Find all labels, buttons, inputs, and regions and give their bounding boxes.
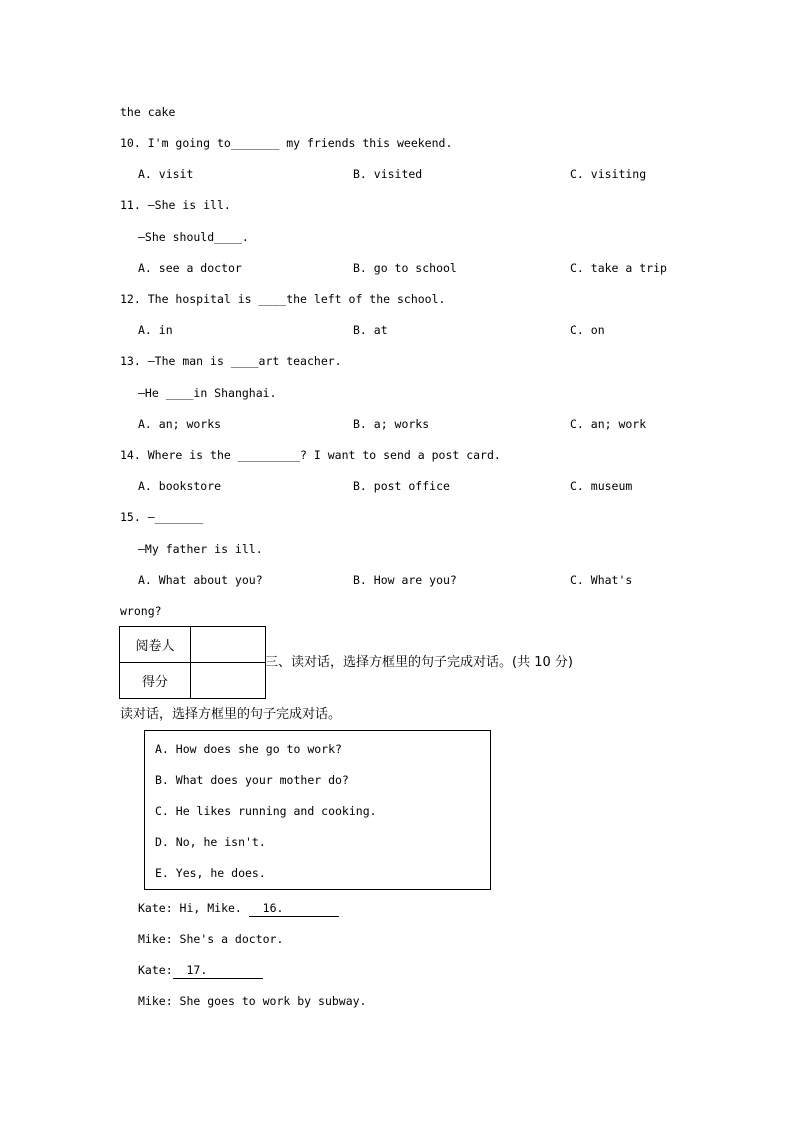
question-number: 15. [120, 510, 141, 524]
section-title: 三、读对话，选择方框里的句子完成对话。(共 10 分) [265, 655, 573, 670]
dialogue-line-pre: —She should [138, 230, 215, 244]
option-c: C. What's [570, 573, 633, 587]
question-text-post: ? I want to send a post card. [300, 448, 501, 462]
option-b: B. at [353, 323, 388, 337]
dialogue-line-post: art teacher. [258, 354, 342, 368]
speaker: Kate: [138, 901, 180, 915]
option-c: C. an; work [570, 417, 647, 431]
option-c: C. on [570, 323, 605, 337]
blank-number: 17. [186, 963, 208, 977]
question-11-line2 [138, 229, 249, 245]
speaker: Kate: [138, 963, 173, 977]
dialogue-line-3 [138, 962, 263, 979]
option-b: B. visited [353, 167, 423, 181]
question-14 [120, 447, 501, 463]
answer-blank-17 [173, 962, 263, 979]
blank-tail: ________ [207, 963, 263, 977]
question-number: 14. [120, 448, 141, 462]
option-b: B. How are you? [353, 573, 457, 587]
choice-a: A. How does she go to work? [155, 742, 342, 756]
option-a: A. visit [138, 167, 194, 181]
answer-blank: ____ [230, 354, 259, 368]
question-text-pre: The hospital is [147, 292, 259, 306]
option-a: A. bookstore [138, 479, 222, 493]
question-number: 12. [120, 292, 141, 306]
option-a: A. see a doctor [138, 261, 242, 275]
dialogue-line-4 [138, 993, 366, 1009]
option-c: C. take a trip [570, 261, 667, 275]
reviewer-label: 阅卷人 [120, 627, 191, 663]
score-cell [191, 663, 266, 699]
question-number: 13. [120, 354, 141, 368]
speaker: Mike: [138, 994, 180, 1008]
option-b: B. post office [353, 479, 450, 493]
dialogue-line-pre: —The man is [147, 354, 231, 368]
reviewer-cell [191, 627, 266, 663]
score-table [119, 626, 266, 699]
dialogue-line-2 [138, 931, 283, 947]
choice-c: C. He likes running and cooking. [155, 804, 377, 818]
dialogue-text: Hi, Mike. [179, 901, 249, 915]
dialogue-line-pre: —He [138, 386, 166, 400]
question-number: 10. [120, 136, 141, 150]
score-label: 得分 [120, 663, 191, 699]
question-text-post: my friends this weekend. [279, 136, 453, 150]
option-a: A. What about you? [138, 573, 263, 587]
question-text-post: the left of the school. [286, 292, 446, 306]
dialogue-text: She's a doctor. [179, 932, 284, 946]
option-c: C. visiting [570, 167, 647, 181]
answer-blank: _________ [237, 448, 301, 462]
question-15 [120, 509, 203, 525]
question-11 [120, 197, 231, 213]
dialogue-line-1 [138, 900, 339, 917]
answer-blank: ____ [258, 292, 287, 306]
choice-d: D. No, he isn't. [155, 835, 266, 849]
answer-blank: _______ [230, 136, 280, 150]
dialogue-line-pre: — [147, 510, 155, 524]
question-number: 11. [120, 198, 141, 212]
answer-blank: _______ [154, 510, 204, 524]
option-c: C. museum [570, 479, 633, 493]
question-13-line2 [138, 385, 277, 401]
option-a: A. in [138, 323, 173, 337]
dialogue-line-post: . [241, 230, 249, 244]
dialogue-line-post: in Shanghai. [193, 386, 277, 400]
answer-blank: ____ [165, 386, 194, 400]
question-13 [120, 353, 342, 369]
question-text-pre: I'm going to [147, 136, 231, 150]
question-10 [120, 135, 452, 151]
dialogue-line: —She is ill. [147, 198, 231, 212]
answer-blank: ____ [214, 230, 242, 244]
question-12 [120, 291, 445, 307]
choice-b: B. What does your mother do? [155, 773, 349, 787]
option-b: B. a; works [353, 417, 430, 431]
question-text-pre: Where is the [147, 448, 238, 462]
option-a: A. an; works [138, 417, 222, 431]
section-instruction: 读对话，选择方框里的句子完成对话。 [120, 707, 342, 722]
option-c-wrap: wrong? [120, 604, 162, 618]
question-15-line2: —My father is ill. [138, 542, 263, 556]
dialogue-text: She goes to work by subway. [179, 994, 367, 1008]
answer-blank-16 [249, 900, 339, 917]
speaker: Mike: [138, 932, 180, 946]
blank-tail: ________ [283, 901, 339, 915]
choice-e: E. Yes, he does. [155, 866, 266, 880]
option-b: B. go to school [353, 261, 457, 275]
blank-number: 16. [262, 901, 284, 915]
continued-line: the cake [120, 105, 176, 119]
